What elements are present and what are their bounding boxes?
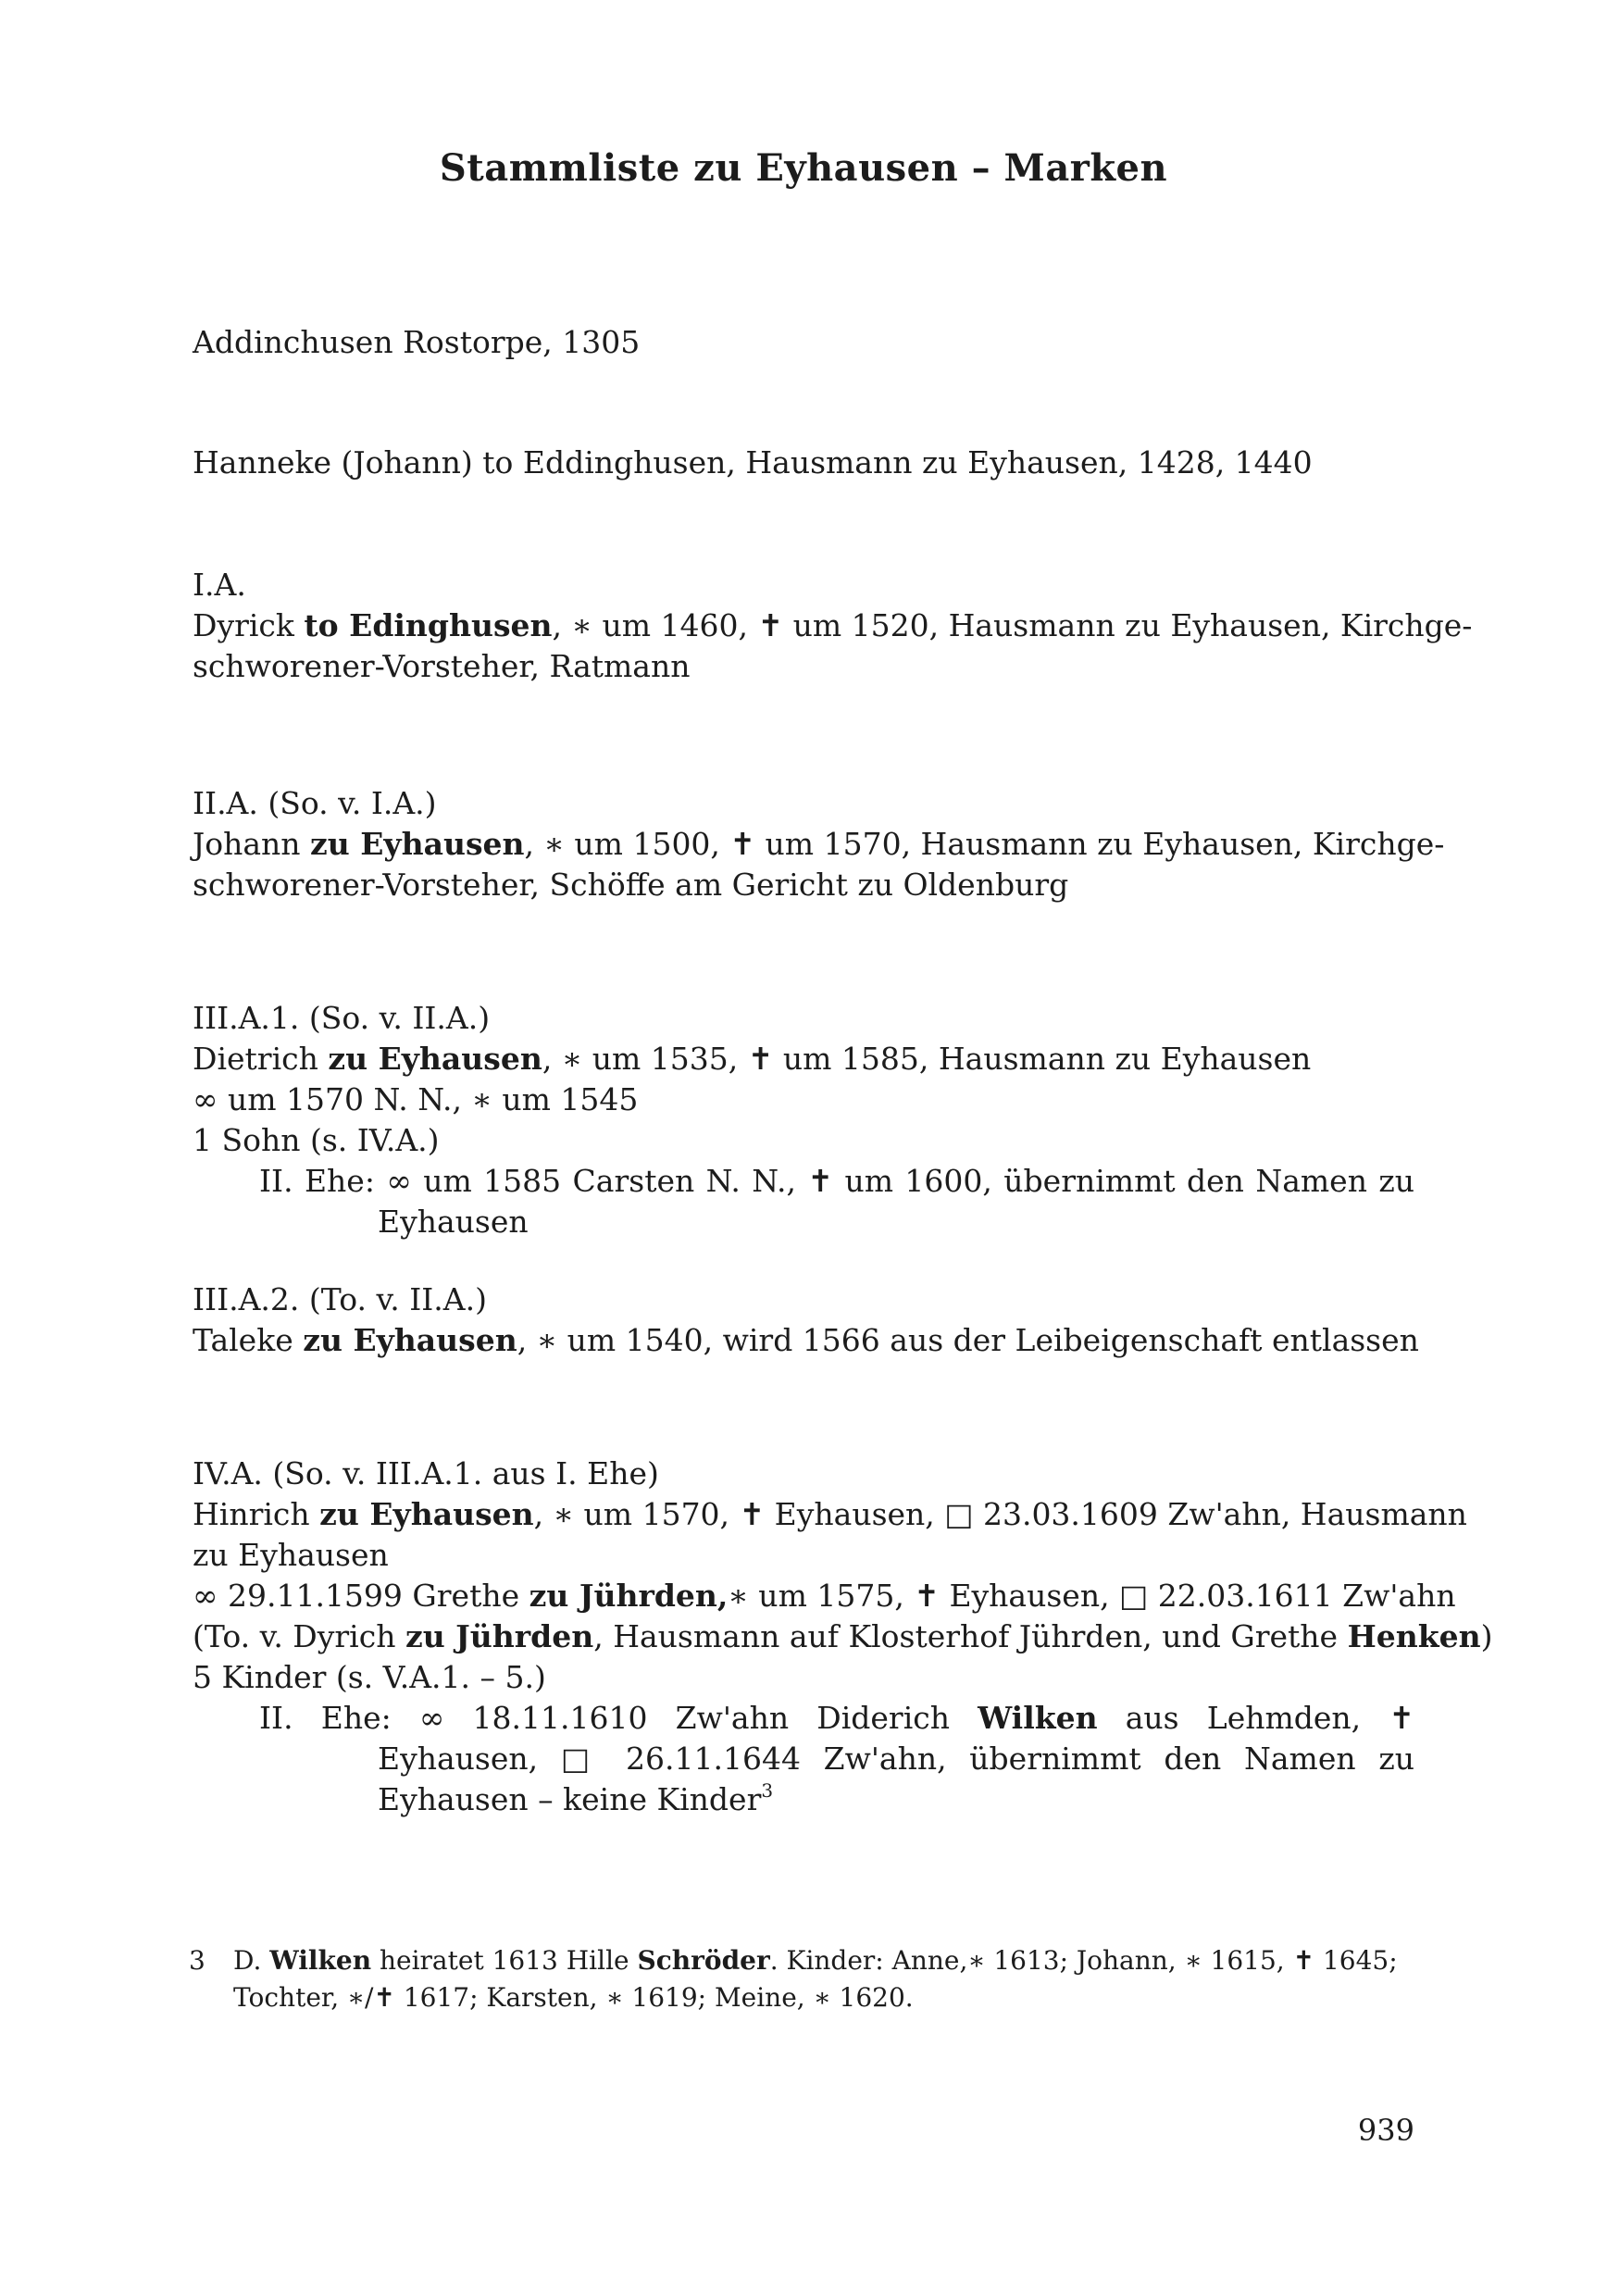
spouse-surname: Wilken	[978, 1700, 1098, 1736]
page-number: 939	[1357, 2113, 1414, 2148]
second-marriage-text: II. Ehe: ∞ 18.11.1610 Zw'ahn Diderich	[259, 1700, 978, 1736]
parent-surname: Henken	[1347, 1618, 1481, 1654]
entry-heading: I.A.	[193, 567, 246, 603]
given-name: Dietrich	[193, 1041, 318, 1077]
marriage-details: ∗ um 1575, ✝ Eyhausen, □ 22.03.1611 Zw'ahn	[728, 1578, 1456, 1614]
entry-details: , ∗ um 1500, ✝ um 1570, Hausmann zu Eyhausen, Kirchge-	[524, 826, 1445, 862]
intro-line-1	[193, 322, 1414, 363]
spouse-surname: zu Jührden,	[529, 1578, 729, 1614]
footnote-number: 3	[189, 1945, 206, 1976]
given-name: Hinrich	[193, 1496, 310, 1532]
entry-IA	[193, 565, 1473, 687]
entry-details: , ∗ um 1535, ✝ um 1585, Hausmann zu Eyhausen	[542, 1041, 1312, 1077]
parents-text: (To. v. Dyrich	[193, 1618, 405, 1654]
entry-continuation: schworener-Vorsteher, Schöffe am Gericht zu Oldenburg	[193, 867, 1069, 903]
marriage-line: ∞ um 1570 N. N., ∗ um 1545	[193, 1081, 639, 1117]
entry-details: , ∗ um 1570, ✝ Eyhausen, □ 23.03.1609 Zw'ahn, Hausmann	[533, 1496, 1467, 1532]
marriage-text: ∞ 29.11.1599 Grethe	[193, 1578, 529, 1614]
parent-surname: zu Jührden	[405, 1618, 594, 1654]
entry-heading: III.A.1. (So. v. II.A.)	[193, 1000, 491, 1036]
surname: zu Eyhausen	[319, 1496, 534, 1532]
parents-text: )	[1480, 1618, 1493, 1654]
footnote-surname: Schröder	[637, 1945, 770, 1976]
parents-line	[193, 1616, 1493, 1657]
entry-main-line	[193, 1039, 1414, 1079]
entry-main-line	[193, 1494, 1467, 1535]
entry-heading: II.A. (So. v. I.A.)	[193, 785, 437, 821]
entry-IIA	[193, 783, 1445, 905]
entry-details: , ∗ um 1460, ✝ um 1520, Hausmann zu Eyhausen, Kirchge-	[552, 607, 1473, 643]
footnote-text-part: D.	[233, 1945, 270, 1976]
children-line: 1 Sohn (s. IV.A.)	[193, 1122, 440, 1158]
entry-details: , ∗ um 1540, wird 1566 aus der Leibeigenschaft entlassen	[517, 1322, 1419, 1358]
entry-IIIA2	[193, 1279, 1419, 1361]
entry-continuation: schworener-Vorsteher, Ratmann	[193, 648, 691, 684]
entry-heading: IV.A. (So. v. III.A.1. aus I. Ehe)	[193, 1455, 659, 1491]
second-marriage-details: aus Lehmden, ✝ Eyhausen, □ 26.11.1644 Zw'ahn, übernimmt den Namen zu Eyhausen – keine Kinder	[378, 1700, 1414, 1817]
entry-main-line	[193, 605, 1473, 646]
footnote	[189, 1942, 1414, 2016]
entry-continuation: zu Eyhausen	[193, 1537, 389, 1573]
page-title: Stammliste zu Eyhausen – Marken	[439, 146, 1168, 190]
footnote-text-part: . Kinder: Anne,∗ 1613; Johann, ∗ 1615, ✝ 1645; Tochter, ∗/✝ 1617; Karsten, ∗ 1619; Meine, ∗ 1620.	[233, 1945, 1398, 2013]
intro-text: Addinchusen Rostorpe, 1305	[193, 324, 641, 360]
entry-IIIA1	[193, 998, 1414, 1242]
parents-text: , Hausmann auf Klosterhof Jührden, und Grethe	[593, 1618, 1348, 1654]
footnote-reference[interactable]: 3	[761, 1779, 774, 1802]
footnote-text	[189, 1942, 1414, 2016]
second-marriage	[193, 1698, 1414, 1820]
second-marriage: II. Ehe: ∞ um 1585 Carsten N. N., ✝ um 1600, übernimmt den Namen zu Eyhausen	[259, 1163, 1414, 1240]
surname: to Edinghusen	[304, 607, 553, 643]
given-name: Taleke	[193, 1322, 293, 1358]
given-name: Johann	[193, 826, 301, 862]
intro-text: Hanneke (Johann) to Eddinghusen, Hausmann zu Eyhausen, 1428, 1440	[193, 444, 1313, 480]
footnote-surname: Wilken	[269, 1945, 372, 1976]
surname: zu Eyhausen	[328, 1041, 542, 1077]
given-name: Dyrick	[193, 607, 294, 643]
surname: zu Eyhausen	[310, 826, 525, 862]
entry-heading: III.A.2. (To. v. II.A.)	[193, 1281, 487, 1317]
children-line: 5 Kinder (s. V.A.1. – 5.)	[193, 1659, 546, 1695]
intro-line-2	[193, 443, 1414, 483]
entry-IVA	[193, 1454, 1493, 1820]
entry-main-line	[193, 824, 1445, 865]
surname: zu Eyhausen	[303, 1322, 517, 1358]
marriage-line	[193, 1576, 1456, 1616]
footnote-text-part: heiratet 1613 Hille	[371, 1945, 638, 1976]
entry-main-line	[193, 1320, 1419, 1361]
